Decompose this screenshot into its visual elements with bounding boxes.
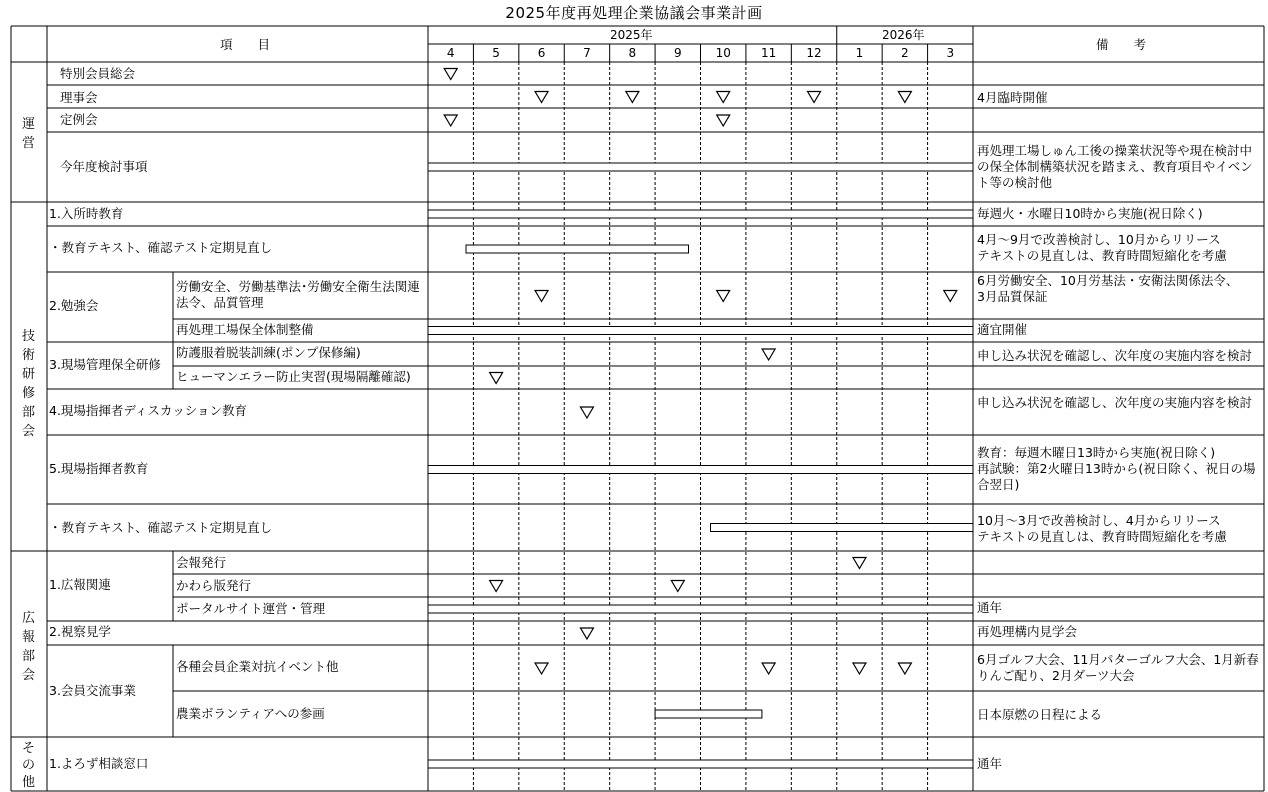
row-label: 各種会員企業対抗イベント他 [176, 659, 339, 674]
event-triangle [444, 69, 457, 80]
event-triangle [671, 581, 684, 592]
event-triangle [762, 663, 775, 674]
row-label: 2.視察見学 [49, 624, 111, 639]
row-label: 理事会 [60, 90, 98, 105]
event-triangle [490, 373, 503, 384]
month-header: 5 [492, 46, 500, 60]
period-bar [428, 466, 973, 474]
period-bar [428, 163, 973, 171]
row-label: 5.現場指揮者教育 [49, 461, 149, 476]
row-label: ・教育テキスト、確認テスト定期見直し [49, 240, 273, 255]
remark: 申し込み状況を確認し、次年度の実施内容を検討 [977, 348, 1253, 363]
event-triangle [898, 663, 911, 674]
event-triangle [490, 581, 503, 592]
row-label: ・教育テキスト、確認テスト定期見直し [49, 520, 273, 535]
month-header: 1 [855, 46, 864, 60]
month-header: 8 [628, 46, 637, 60]
section-gijutsu: 技 術 研 修 部 会 [21, 329, 35, 439]
row-label: 1.よろず相談窓口 [49, 756, 149, 771]
section-koho: 広 報 部 会 [21, 611, 35, 683]
group-label: 2.勉強会 [49, 298, 99, 313]
row-label: 農業ボランティアへの参画 [176, 706, 325, 721]
remark: 4月～9月で改善検討し、10月からリリース テキストの見直しは、教育時間短縮化を考慮 [977, 232, 1227, 263]
group-label: 1.広報関連 [49, 577, 111, 592]
remark: 4月臨時開催 [977, 90, 1048, 105]
event-triangle [535, 663, 548, 674]
row-label: 特別会員総会 [60, 66, 136, 81]
remark: 再処理工場しゅん工後の操業状況等や現在検討中の保全体制構築状況を踏まえ、教育項目やイベント等の検討他 [977, 143, 1253, 190]
remark: 6月労働安全、10月労基法・安衛法関係法令、 3月品質保証 [977, 273, 1239, 304]
row-label: 再処理工場保全体制整備 [176, 322, 314, 337]
period-bar [428, 605, 973, 613]
remark: 申し込み状況を確認し、次年度の実施内容を検討 [977, 395, 1253, 410]
remark: 適宜開催 [977, 322, 1028, 337]
month-header: 4 [446, 46, 455, 60]
event-triangle [717, 92, 730, 103]
row-label: 防護服着脱装訓練(ポンプ保修編) [176, 345, 361, 360]
row-label: かわら版発行 [176, 578, 252, 593]
month-header: 3 [946, 46, 955, 60]
remark: 教育：毎週木曜日13時から実施(祝日除く) 再試験：第2火曜日13時から(祝日除く、祝日の場合翌日) [977, 445, 1256, 492]
month-header: 2 [901, 46, 909, 60]
month-header: 9 [673, 46, 682, 60]
row-label: ポータルサイト運営・管理 [176, 601, 326, 616]
month-header: 6 [537, 46, 546, 60]
row-label: 会報発行 [176, 555, 227, 570]
month-header: 10 [715, 46, 731, 60]
event-triangle [444, 115, 457, 126]
remark: 日本原燃の日程による [977, 707, 1103, 722]
period-bar [428, 760, 973, 768]
group-label: 3.現場管理保全研修 [49, 357, 161, 372]
remark: 通年 [977, 756, 1003, 771]
remark: 再処理構内見学会 [977, 624, 1078, 639]
event-triangle [717, 291, 730, 302]
row-label: ヒューマンエラー防止実習(現場隔離確認) [176, 369, 411, 384]
period-bar [655, 710, 762, 718]
row-label: 労働安全、労働基準法･労働安全衛生法関連法令、品質管理 [176, 279, 420, 310]
remark: 10月～3月で改善検討し、4月からリリース テキストの見直しは、教育時間短縮化を考慮 [977, 513, 1227, 544]
event-triangle [580, 628, 593, 639]
event-triangle [944, 291, 957, 302]
section-sonota: そ の 他 [21, 741, 35, 790]
period-bar [428, 210, 973, 218]
remark: 通年 [977, 600, 1003, 615]
month-header: 7 [583, 46, 591, 60]
header-item: 項 目 [220, 37, 271, 52]
month-header: 11 [760, 46, 777, 60]
event-triangle [898, 92, 911, 103]
event-triangle [535, 92, 548, 103]
group-label: 3.会員交流事業 [49, 683, 136, 698]
remark: 毎週火・水曜日10時から実施(祝日除く) [977, 206, 1203, 221]
event-triangle [853, 663, 866, 674]
remark: 6月ゴルフ大会、11月パターゴルフ大会、1月新春りんご配り、2月ダーツ大会 [977, 652, 1259, 683]
page-title: 2025年度再処理企業協議会事業計画 [505, 4, 763, 22]
row-label: 今年度検討事項 [60, 159, 148, 174]
section-unei: 運 営 [21, 117, 35, 151]
header-year-2025: 2025年 [610, 28, 653, 42]
header-year-2026: 2026年 [882, 28, 925, 42]
row-label: 定例会 [60, 112, 98, 127]
period-bar [428, 327, 973, 335]
event-triangle [808, 92, 821, 103]
row-label: 1.入所時教育 [49, 206, 124, 221]
event-triangle [853, 558, 866, 569]
event-triangle [762, 349, 775, 360]
row-label: 4.現場指揮者ディスカッション教育 [49, 403, 248, 418]
event-triangle [580, 407, 593, 418]
month-header: 12 [806, 46, 822, 60]
header-remarks: 備 考 [1096, 37, 1147, 52]
period-bar [711, 524, 974, 532]
period-bar [466, 245, 689, 253]
event-triangle [717, 115, 730, 126]
event-triangle [626, 92, 639, 103]
event-triangle [535, 291, 548, 302]
